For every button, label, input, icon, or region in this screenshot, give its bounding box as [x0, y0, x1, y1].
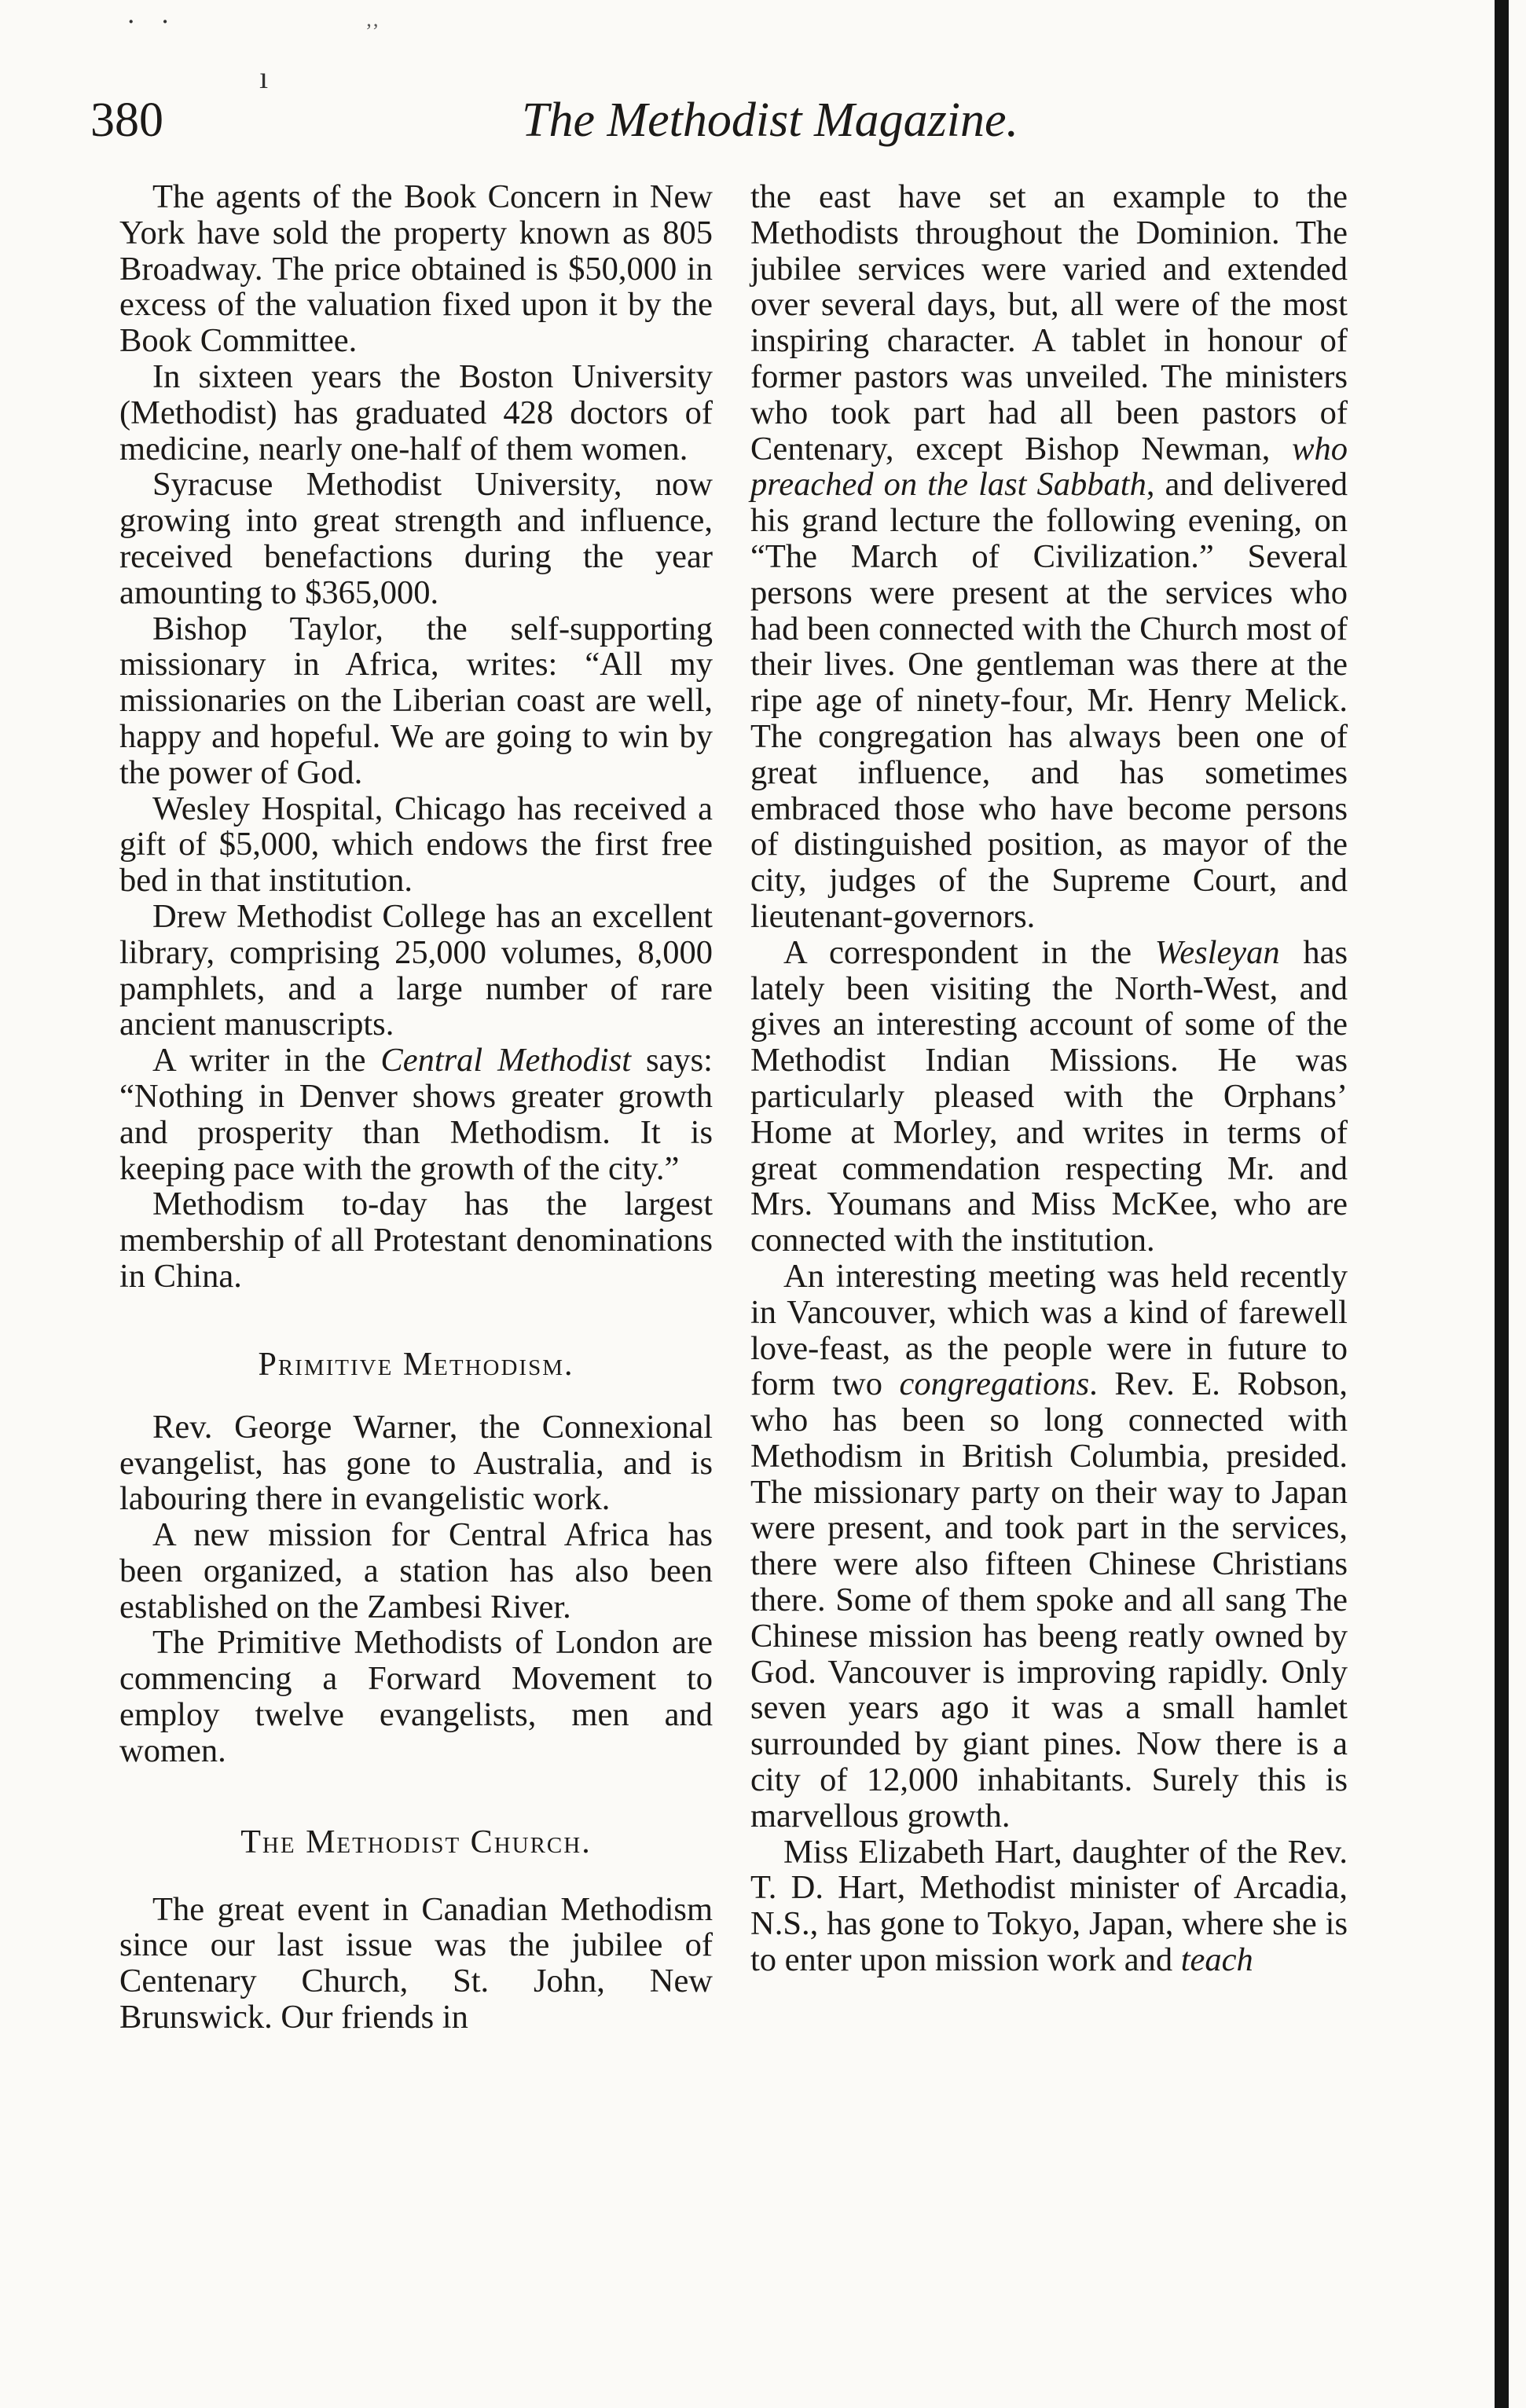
paragraph-wesleyan-correspondent	[750, 935, 1348, 1259]
text-run: A correspondent in the	[783, 933, 1155, 971]
page-number: 380	[90, 93, 163, 147]
paragraph-boston-university: In sixteen years the Boston University (Methodist) has graduated 428 doctors of medicine, nearly one-half of them women.	[119, 357, 713, 467]
text-run: . Rev. E. Robson, who has been so long connected with Methodism in British Columbia, presided. The missionary party on their way to Japan were present, and took part in the services, there were also fifteen Chinese Christians there. Some of them spoke and all sang The Chinese mission has beeng reatly owned by God. Vancouver is improving rapidly. Only seven years ago it was a small hamlet surrounded by giant pines. Now there is a city of 12,000 inhabitants. Surely this is marvellous growth.	[750, 1365, 1348, 1834]
paragraph-drew-college: Drew Methodist College has an excellent library, comprising 25,000 volumes, 8,000 pamphlets, and a large number of rare ancient manuscripts.	[119, 897, 713, 1043]
paragraph-central-methodist	[119, 1043, 713, 1186]
italic-title: Wesleyan	[1154, 933, 1280, 971]
paragraph-bishop-taylor: Bishop Taylor, the self-supporting missionary in Africa, writes: “All my missionaries on the Liberian coast are well, happy and hopeful. We are going to win by the power of God.	[119, 610, 713, 791]
print-speck: ı	[259, 60, 269, 95]
print-speck-top: ʼʼ	[365, 20, 380, 42]
left-column	[119, 179, 713, 2036]
italic-run: who preached on the last Sabbath	[750, 430, 1348, 504]
paragraph-wesley-hospital: Wesley Hospital, Chicago has received a gift of $5,000, which endows the first free bed in that institution.	[119, 790, 713, 900]
text-run: A writer in the	[152, 1042, 381, 1079]
section-heading-methodist-church: The Methodist Church.	[240, 1823, 592, 1860]
italic-run: congregations	[899, 1365, 1090, 1403]
paragraph-book-concern: The agents of the Book Concern in New York have sold the property known as 805 Broadway. The price obtained is $50,000 in excess of the valuation fixed upon it by the Book Committee.	[119, 178, 713, 360]
paragraph-vancouver-meeting	[750, 1259, 1348, 1834]
running-title: The Methodist Magazine.	[522, 93, 1018, 147]
italic-title: Central Methodist	[380, 1042, 632, 1079]
paragraph-china: Methodism to-day has the largest membership of all Protestant denominations in China.	[119, 1186, 713, 1295]
paragraph-elizabeth-hart	[750, 1834, 1348, 1978]
paragraph-central-africa: A new mission for Central Africa has been organized, a station has also been established on the Zambesi River.	[119, 1516, 713, 1625]
page-edge-shadow	[1495, 0, 1509, 2408]
paragraph-syracuse: Syracuse Methodist University, now growing into great strength and influence, received benefactions during the year amounting to $365,000.	[119, 466, 713, 611]
text-run: says: “Nothing in Denver shows greater growth and prosperity than Methodism. It is keeping pace with the growth of the city.”	[119, 1042, 713, 1187]
paragraph-centenary-jubilee: The great event in Canadian Methodism since our last issue was the jubilee of Centenary Church, St. John, New Brunswick. Our friends in	[119, 1890, 713, 2036]
text-run: Miss Elizabeth Hart, daughter of the Rev. T. D. Hart, Methodist minister of Arcadia, N.S., has gone to Tokyo, Japan, where she is to enter upon mission work and	[750, 1833, 1348, 1979]
right-column	[750, 179, 1348, 1978]
section-heading-primitive-methodism: Primitive Methodism.	[258, 1346, 574, 1383]
paragraph-jubilee-continued	[750, 179, 1348, 935]
text-run: , and delivered his grand lecture the following evening, on “The March of Civilization.” Several persons were present at the services who had been connected with the Church most of their lives. One gentleman was there at the ripe age of ninety-four, Mr. Henry Melick. The congregation has always been one of great influence, and has sometimes embraced those who have become persons of distinguished position, as mayor of the city, judges of the Supreme Court, and lieutenant-governors.	[750, 466, 1348, 935]
text-run: the east have set an example to the Methodists throughout the Dominion. The jubilee services were varied and extended over several days, but, all were of the most inspiring character. A tablet in honour of former pastors was unveiled. The ministers who took part had all been pastors of Centenary, except Bishop Newman,	[750, 178, 1348, 467]
text-run: An interesting meeting was held recently in Vancouver, which was a kind of farewell love-feast, as the people were in future to form two	[750, 1257, 1348, 1403]
paragraph-george-warner: Rev. George Warner, the Connexional evangelist, has gone to Australia, and is labouring there in evangelistic work.	[119, 1408, 713, 1518]
italic-run: teach	[1180, 1941, 1253, 1979]
paragraph-forward-movement: The Primitive Methodists of London are commencing a Forward Movement to employ twelve evangelists, men and women.	[119, 1624, 713, 1769]
print-specks: ˙ ˙	[126, 13, 178, 48]
text-run: has lately been visiting the North-West, and gives an interesting account of some of the Methodist Indian Missions. He was particularly pleased with the Orphans’ Home at Morley, and writes in terms of great commendation respecting Mr. and Mrs. Youmans and Miss McKee, who are connected with the institution.	[750, 933, 1348, 1259]
